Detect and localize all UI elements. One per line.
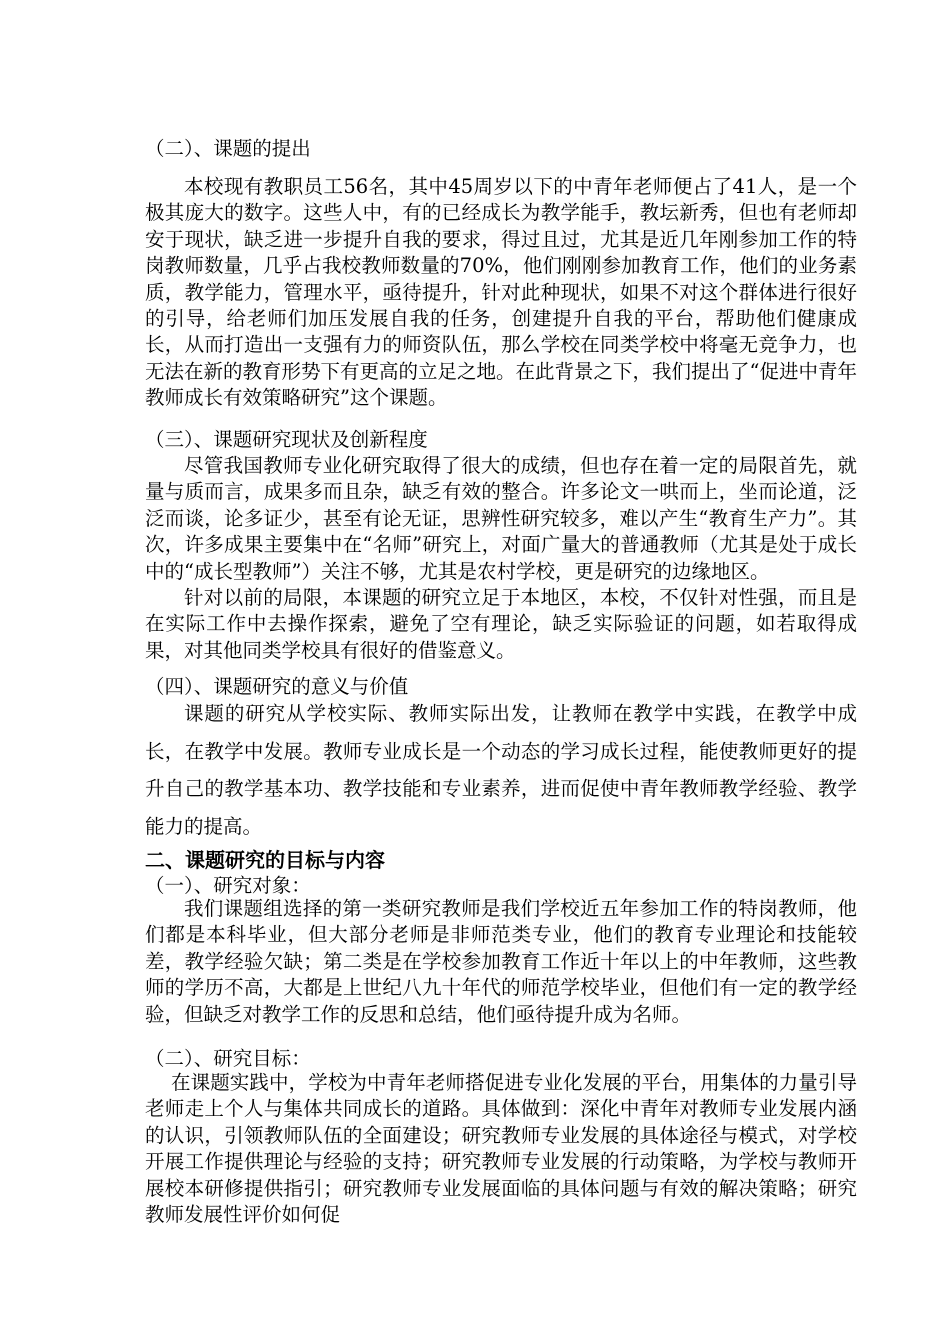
part-heading: 二、课题研究的目标与内容 — [145, 848, 385, 872]
section-heading: （二）、课题的提出 — [145, 137, 311, 160]
section-3-heading-block — [145, 427, 857, 453]
part-2-heading-block — [145, 847, 857, 873]
section-heading: （三）、课题研究现状及创新程度 — [145, 428, 428, 451]
section-2-heading-block — [145, 136, 857, 162]
part-2-section-2-body-block — [145, 1070, 857, 1228]
section-2-body-block — [145, 174, 857, 412]
section-heading: （四）、课题研究的意义与价值 — [145, 675, 409, 698]
paragraph: 在课题实践中，学校为中青年老师搭促进专业化发展的平台，用集体的力量引导老师走上个人与集体共同成长的道路。具体做到：深化中青年对教师专业发展内涵的认识，引领教师队伍的全面建设；研究教师专业发展的具体途径与模式，对学校开展工作提供理论与经验的支持；研究教师专业发展的行动策略，为学校与教师开展校本研修提供指引；研究教师专业发展面临的具体问题与有效的解决策略；研究教师发展性评价如何促 — [145, 1071, 857, 1227]
section-heading: （二）、研究目标： — [145, 1047, 311, 1070]
part-2-section-2-heading-block — [145, 1046, 857, 1072]
part-2-section-1-body-block — [145, 896, 857, 1028]
paragraph: 我们课题组选择的第一类研究教师是我们学校近五年参加工作的特岗教师，他们都是本科毕业，但大部分老师是非师范类专业，他们的教育专业理论和技能较差，教学经验欠缺；第二类是在学校参加教育工作近十年以上的中年教师，这些教师的学历不高，大都是上世纪八九十年代的师范学校毕业，但他们有一定的教学经验，但缺乏对教学工作的反思和总结，他们亟待提升成为名师。 — [145, 897, 857, 1026]
paragraph: 课题的研究从学校实际、教师实际出发，让教师在教学中实践，在教学中成长，在教学中发展。教师专业成长是一个动态的学习成长过程，能使教师更好的提升自己的教学基本功、教学技能和专业素养，进而促使中青年教师教学经验、教学能力的提高。 — [145, 702, 857, 838]
section-heading: （一）、研究对象： — [145, 874, 311, 897]
paragraph: 尽管我国教师专业化研究取得了很大的成绩，但也存在着一定的局限首先，就量与质而言，成果多而且杂，缺乏有效的整合。许多论文一哄而上，坐而论道，泛泛而谈，论多证少，甚至有论无证，思辨性研究较多，难以产生“教育生产力”。其次，许多成果主要集中在“名师”研究上，对面广量大的普通教师（尤其是处于成长中的“成长型教师”）关注不够，尤其是农村学校，更是研究的边缘地区。 — [145, 454, 857, 583]
paragraph: 针对以前的局限，本课题的研究立足于本地区，本校，不仅针对性强，而且是在实际工作中去操作探索，避免了空有理论，缺乏实际验证的问题，如若取得成果，对其他同类学校具有很好的借鉴意义。 — [145, 586, 857, 662]
paragraph: 本校现有教职员工56名，其中45周岁以下的中青年老师便占了41人，是一个极其庞大的数字。这些人中，有的已经成长为教学能手，教坛新秀，但也有老师却安于现状，缺乏进一步提升自我的要求，得过且过，尤其是近几年刚参加工作的特岗教师数量，几乎占我校教师数量的70%，他们刚刚参加教育工作，他们的业务素质，教学能力，管理水平，亟待提升，针对此种现状，如果不对这个群体进行很好的引导，给老师们加压发展自我的任务，创建提升自我的平台，帮助他们健康成长，从而打造出一支强有力的师资队伍，那么学校在同类学校中将毫无竞争力，也无法在新的教育形势下有更高的立足之地。在此背景之下，我们提出了“促进中青年教师成长有效策略研究”这个课题。 — [145, 175, 857, 410]
section-4-body-block — [145, 695, 857, 845]
section-3-body-block — [145, 453, 857, 664]
